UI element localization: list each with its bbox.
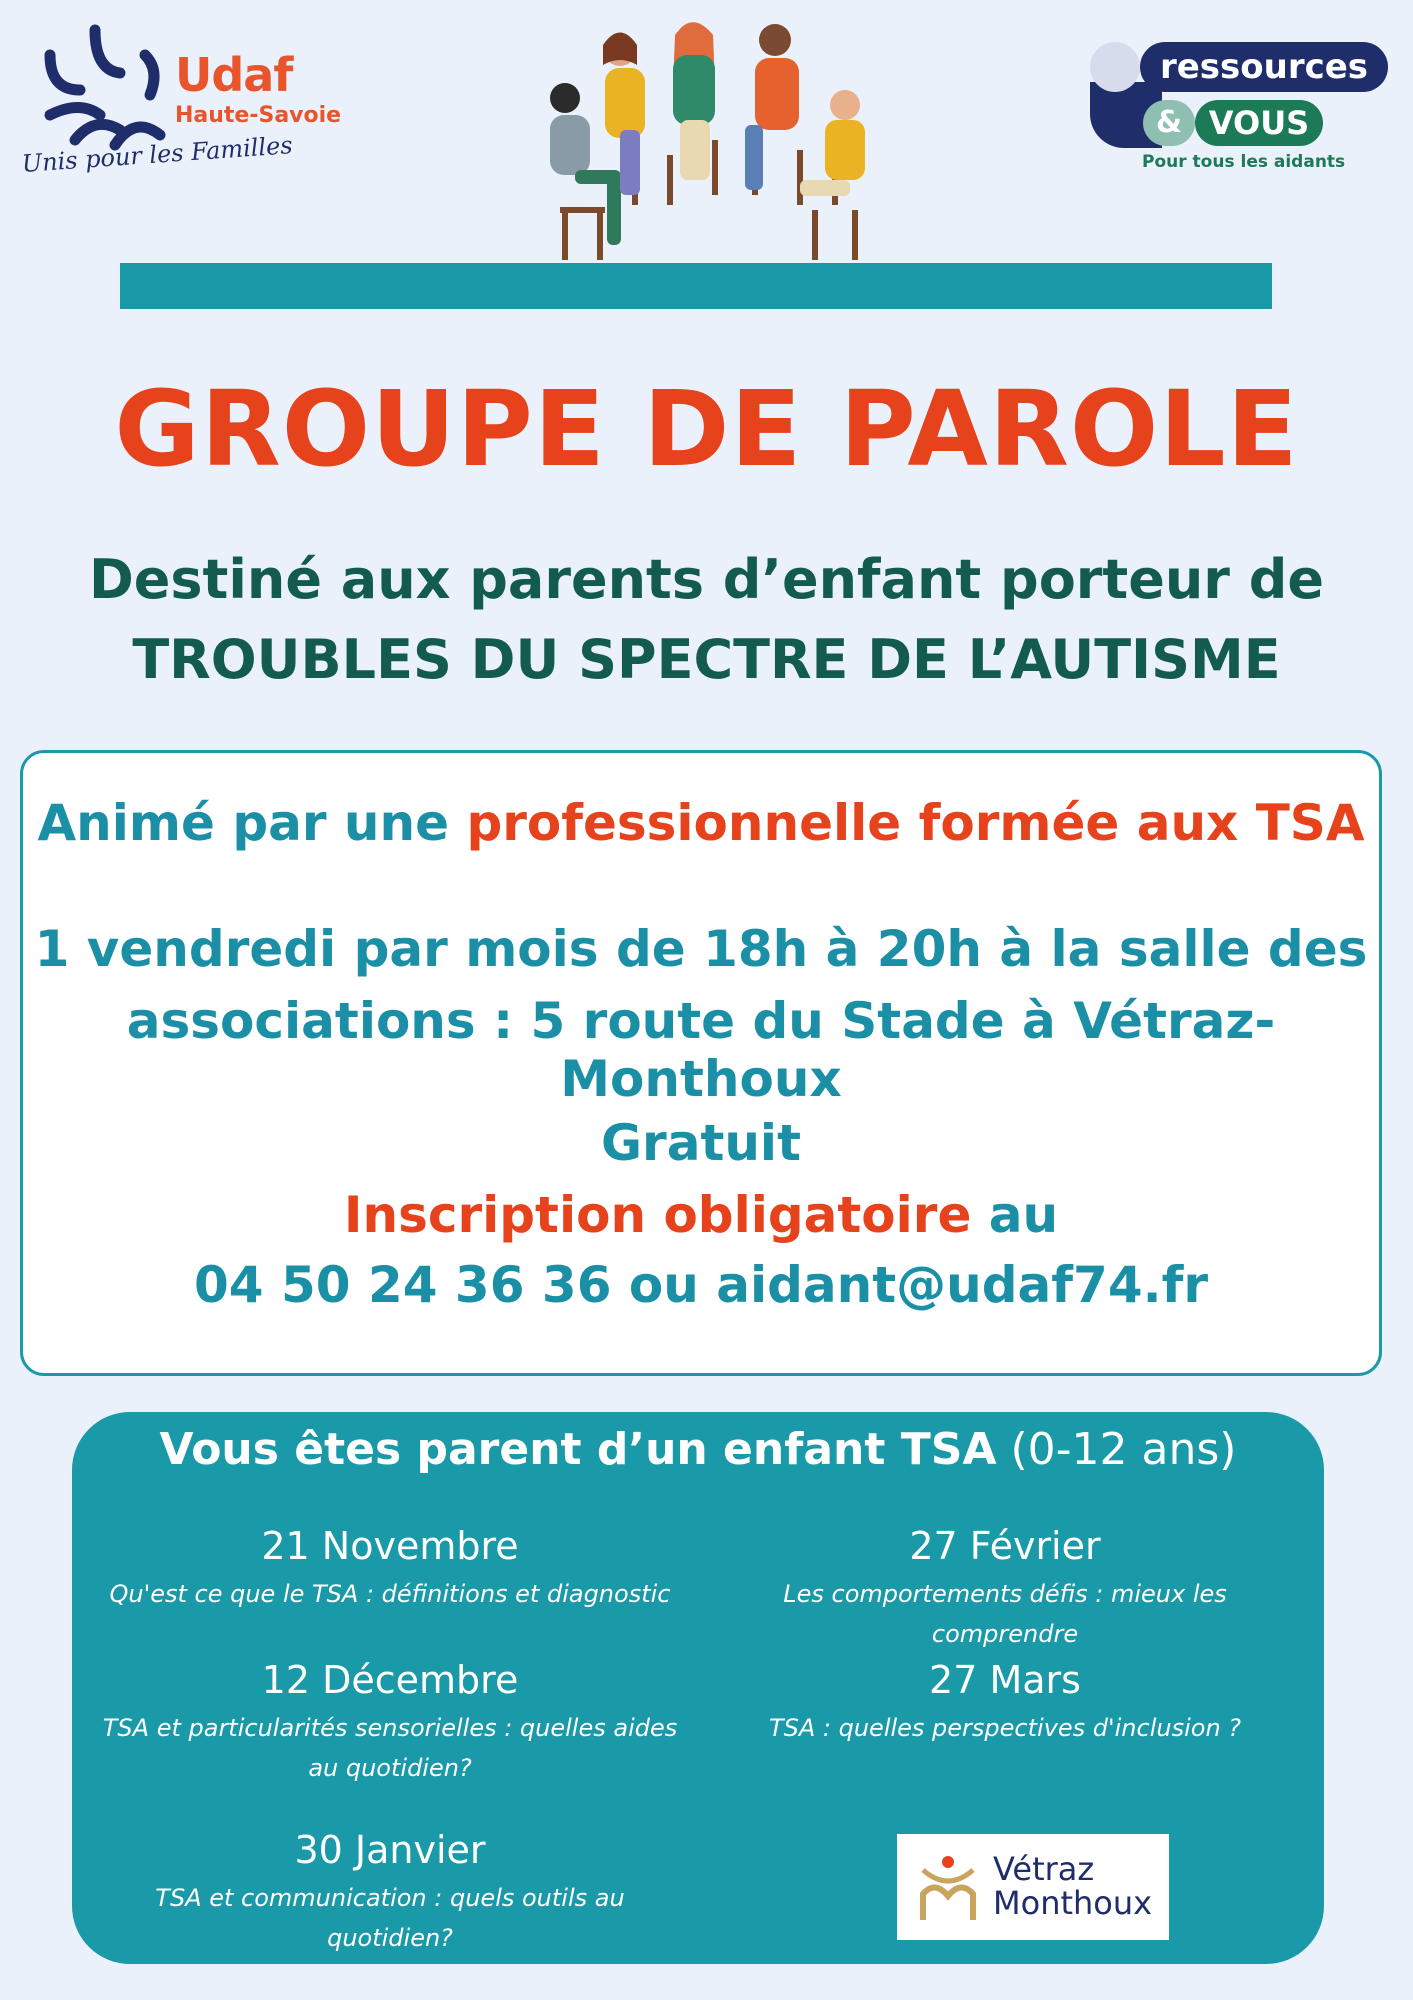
schedule-line-1: 1 vendredi par mois de 18h à 20h à la salle des: [34, 920, 1368, 978]
vetraz-monthoux-name: [993, 1852, 1152, 1920]
animated-by-prefix: Animé par une: [37, 794, 467, 852]
event-date: 21 Novembre: [261, 1524, 519, 1568]
schedule-heading-age: (0-12 ans): [996, 1424, 1237, 1475]
event-date: 30 Janvier: [294, 1828, 486, 1872]
udaf-name: Udaf: [175, 48, 293, 102]
contact-line: 04 50 24 36 36 ou aidant@udaf74.fr: [193, 1256, 1209, 1314]
event-description: Les comportements défis : mieux les comprendre: [783, 1580, 1227, 1648]
ressources-logo-circle: [1090, 42, 1140, 92]
free-label: Gratuit: [601, 1114, 801, 1172]
event-date: 27 Mars: [929, 1658, 1081, 1702]
registration-line: [20, 1186, 1382, 1244]
subtitle-line-1: Destiné aux parents d’enfant porteur de: [88, 548, 1325, 611]
registration-highlight: Inscription obligatoire: [343, 1186, 972, 1244]
subtitle-line-2: TROUBLES DU SPECTRE DE L’AUTISME: [132, 628, 1281, 691]
schedule-line-2: associations : 5 route du Stade à Vétraz-Monthoux: [126, 992, 1276, 1108]
animated-by-highlight: professionnelle formée aux TSA: [466, 794, 1365, 852]
ressources-tagline: Pour tous les aidants: [1142, 152, 1346, 172]
vetraz-monthoux-emblem-icon: [915, 1852, 981, 1922]
udaf-region: Haute-Savoie: [175, 103, 342, 128]
page-title: GROUPE DE PAROLE: [114, 368, 1299, 490]
monthoux-line: Monthoux: [993, 1884, 1153, 1922]
schedule-heading-bold: Vous êtes parent d’un enfant TSA: [159, 1424, 997, 1475]
event-date: 27 Février: [909, 1524, 1101, 1568]
schedule-heading: [72, 1424, 1324, 1475]
event-description: TSA et particularités sensorielles : quelles aides au quotidien?: [102, 1714, 678, 1782]
event-description: TSA et communication : quels outils au quotidien?: [155, 1884, 625, 1952]
event-description: Qu'est ce que le TSA : définitions et diagnostic: [109, 1580, 671, 1608]
event-description: TSA : quelles perspectives d'inclusion ?: [768, 1714, 1242, 1742]
support-group-illustration: [545, 10, 865, 260]
registration-suffix: au: [971, 1186, 1059, 1244]
animated-by-line: [20, 794, 1382, 852]
ressources-logo-vous: VOUS: [1195, 100, 1323, 146]
udaf-tagline: Unis pour les Familles: [21, 131, 294, 178]
ressources-logo-word: ressources: [1140, 42, 1388, 92]
header-divider-bar: [120, 263, 1272, 309]
ressources-logo-ampersand: &: [1143, 100, 1195, 146]
vetraz-line: Vétraz: [993, 1850, 1095, 1888]
event-date: 12 Décembre: [261, 1658, 519, 1702]
